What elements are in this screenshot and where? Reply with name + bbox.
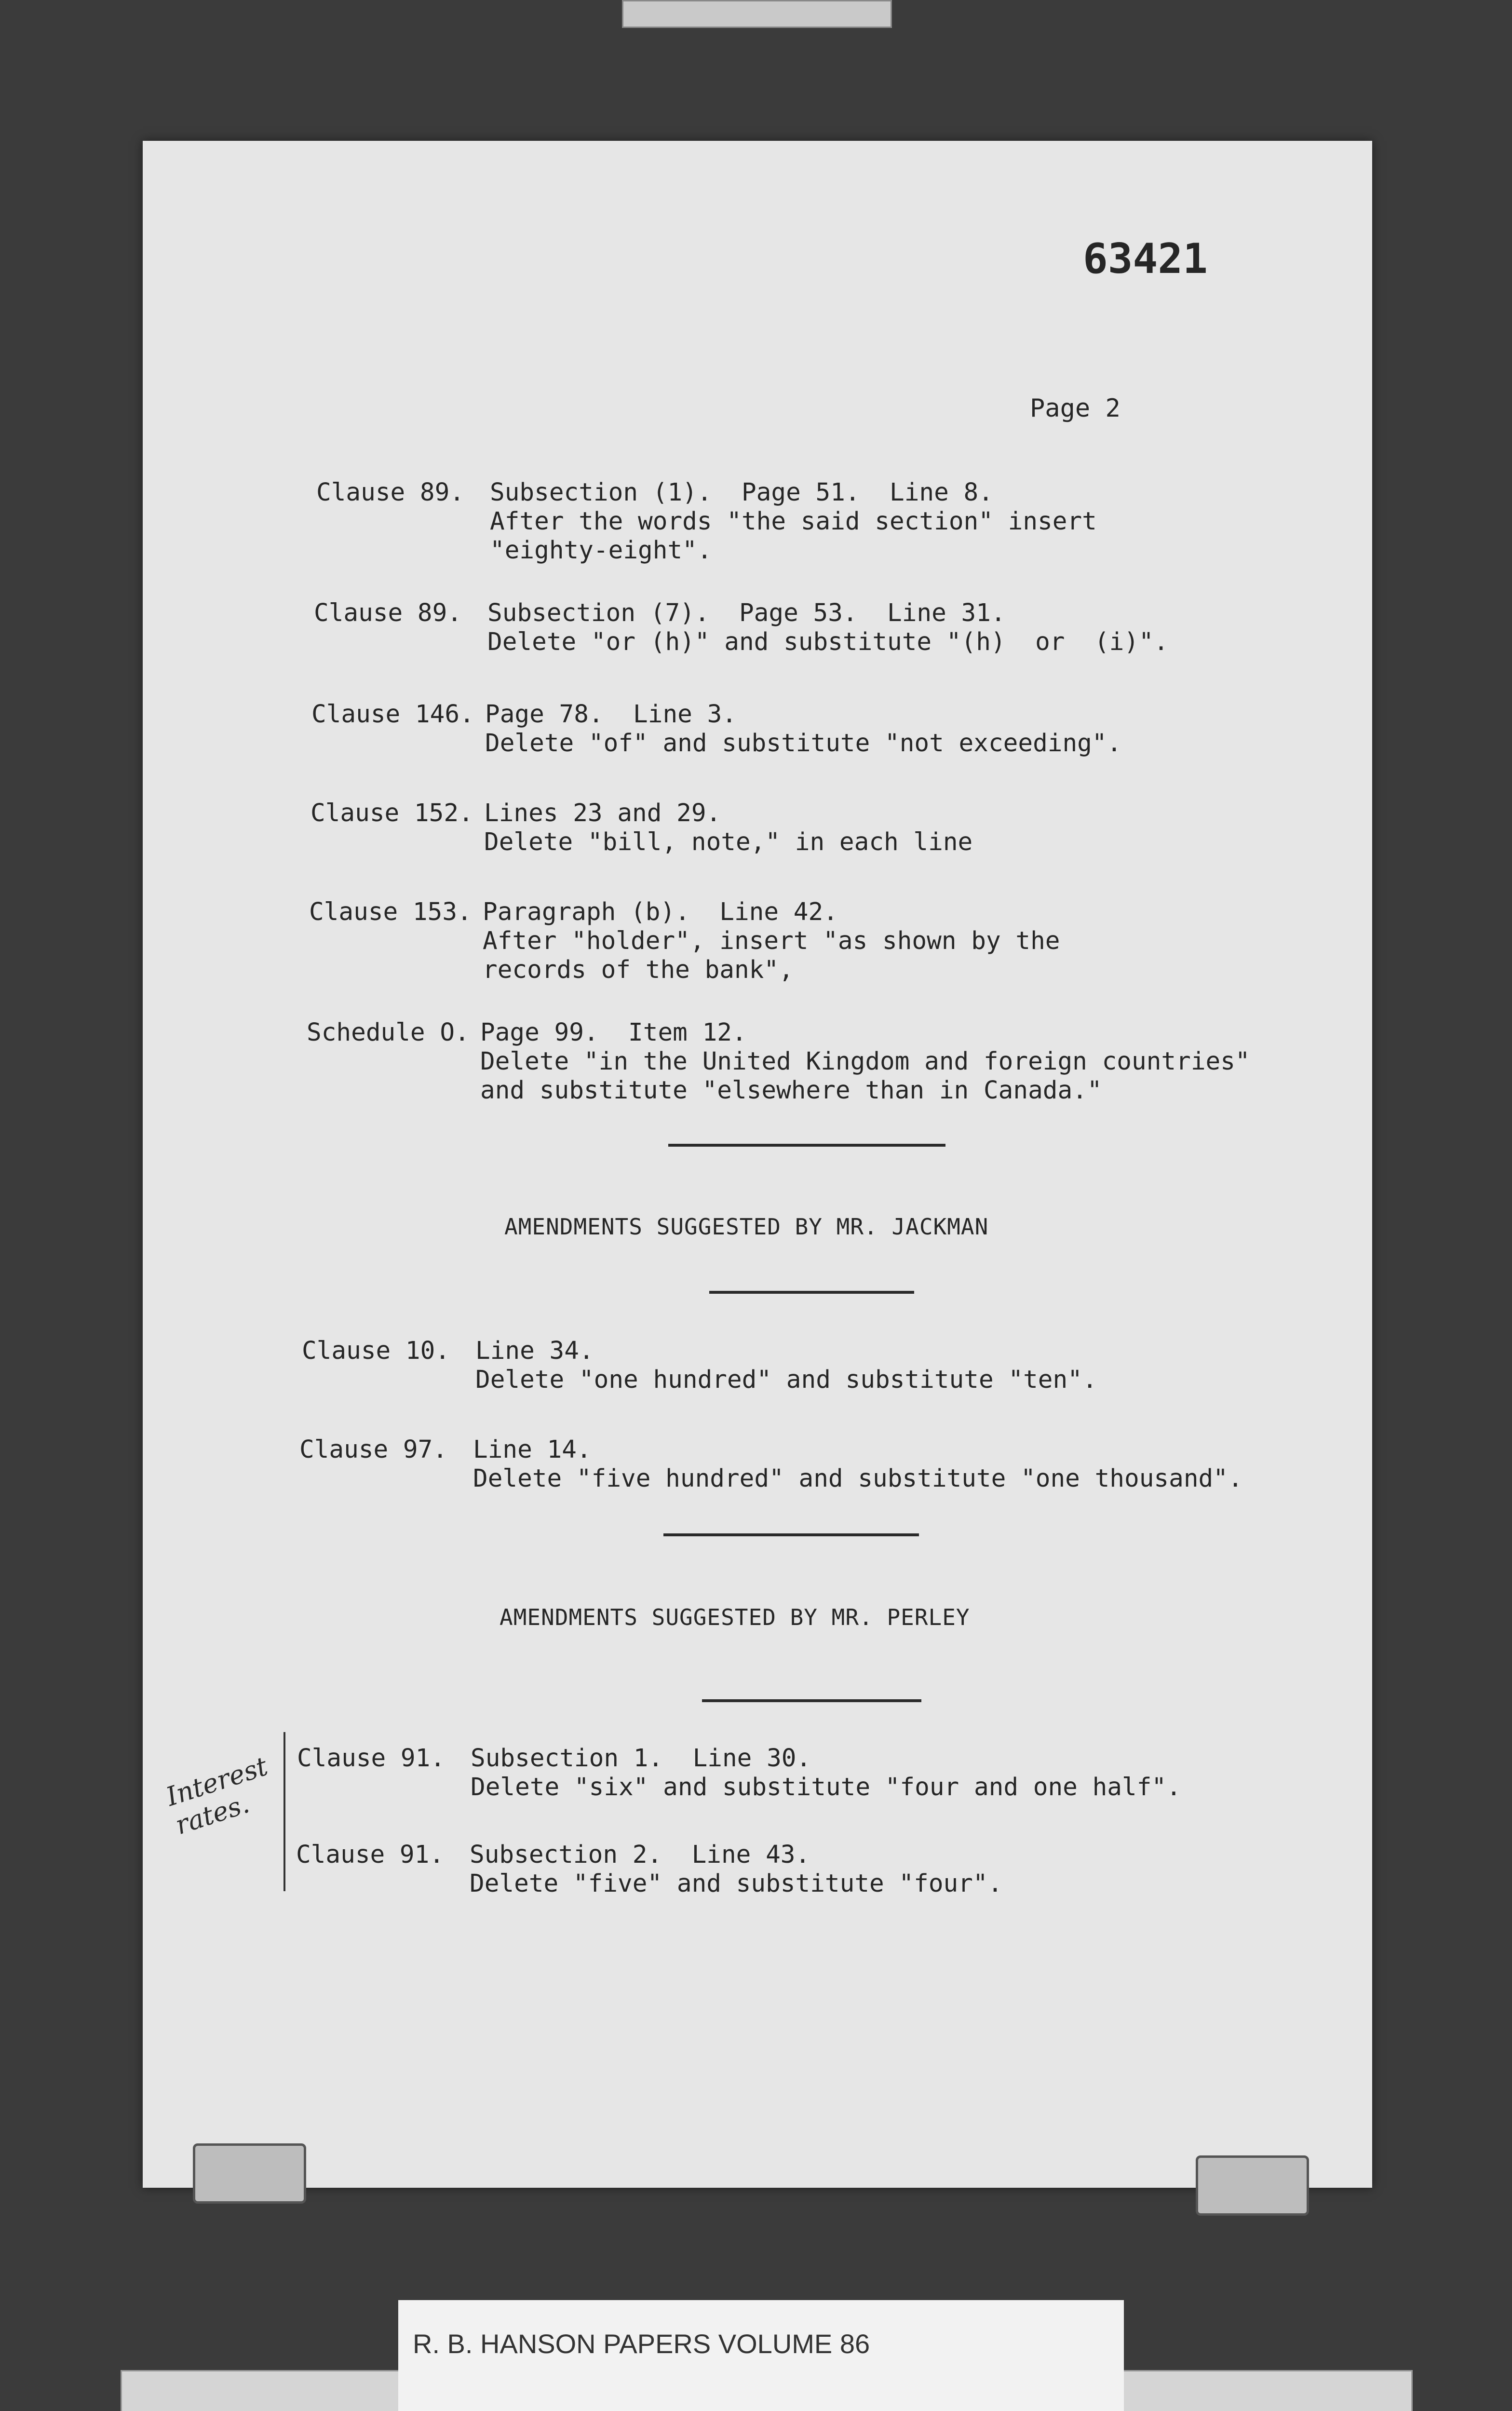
amendment-text: Line 34. Delete "one hundred" and substitute "ten". (475, 1337, 1097, 1394)
bottom-left-paper-clip (193, 2143, 306, 2204)
amendment-text: Subsection 2. Line 43. Delete "five" and substitute "four". (470, 1841, 1003, 1898)
handwritten-margin-note: Interest rates. (162, 1751, 271, 1841)
amendment-text: Page 99. Item 12. Delete "in the United Kingdom and foreign countries" and substitute "elsewhere than in Canada." (480, 1018, 1250, 1105)
top-paper-clip (622, 0, 892, 28)
clause-label: Clause 153. (309, 898, 472, 926)
document-number: 63421 (1083, 235, 1208, 283)
clause-label: Clause 146. (311, 700, 474, 729)
clause-label: Clause 91. (297, 1744, 446, 1773)
clause-label: Clause 10. (302, 1337, 450, 1365)
clause-label: Schedule O. (307, 1018, 470, 1047)
collection-label (398, 2300, 1124, 2411)
section-divider (668, 1144, 945, 1147)
clause-label: Clause 89. (314, 599, 462, 627)
section-divider (702, 1699, 921, 1702)
amendment-text: Line 14. Delete "five hundred" and substitute "one thousand". (473, 1436, 1243, 1493)
section-heading: AMENDMENTS SUGGESTED BY MR. JACKMAN (504, 1214, 989, 1240)
amendment-text: Subsection (7). Page 53. Line 31. Delete "or (h)" and substitute "(h) or (i)". (487, 599, 1169, 656)
collection-label-text: R. B. HANSON PAPERS VOLUME 86 (413, 2329, 870, 2359)
page-label: Page 2 (1030, 394, 1120, 423)
section-divider (663, 1533, 919, 1536)
typed-document-page (143, 141, 1372, 2188)
amendment-text: Paragraph (b). Line 42. After "holder", insert "as shown by the records of the bank", (483, 898, 1060, 984)
amendment-text: Subsection 1. Line 30. Delete "six" and substitute "four and one half". (471, 1744, 1181, 1801)
amendment-text: Lines 23 and 29. Delete "bill, note," in each line (484, 799, 973, 856)
amendment-text: Page 78. Line 3. Delete "of" and substitute "not exceeding". (485, 700, 1122, 758)
clause-label: Clause 97. (299, 1436, 448, 1464)
bottom-right-paper-clip (1196, 2155, 1309, 2216)
clause-label: Clause 89. (316, 478, 465, 507)
clause-label: Clause 91. (296, 1841, 445, 1869)
clause-label: Clause 152. (310, 799, 473, 827)
amendment-text: Subsection (1). Page 51. Line 8. After the words "the said section" insert "eighty-eight". (490, 478, 1097, 565)
margin-bracket (284, 1732, 285, 1891)
section-heading: AMENDMENTS SUGGESTED BY MR. PERLEY (500, 1604, 970, 1630)
section-divider (709, 1291, 914, 1294)
